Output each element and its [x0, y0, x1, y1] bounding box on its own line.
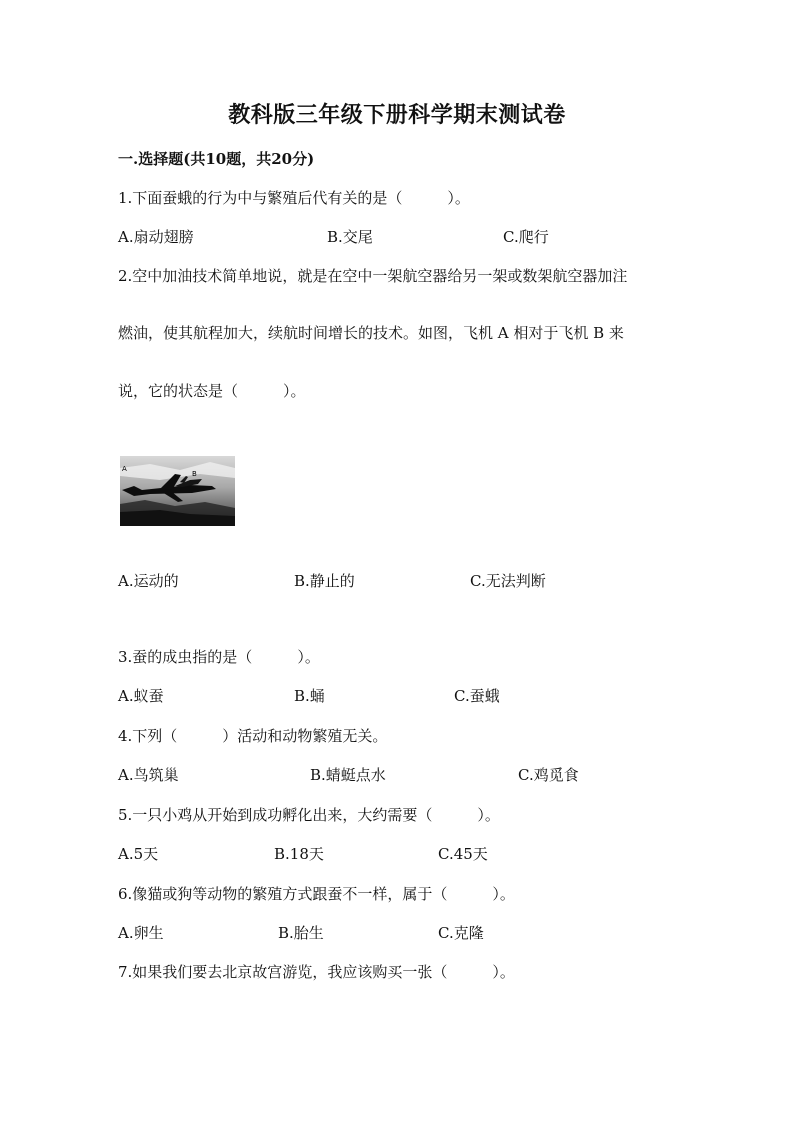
question-6-option-c: C.克隆	[438, 924, 484, 942]
question-6-option-a: A.卵生	[118, 924, 164, 942]
question-2-line-2: 燃油，使其航程加大，续航时间增长的技术。如图，飞机 A 相对于飞机 B 来	[118, 324, 624, 342]
aircraft-a-label: A	[122, 465, 127, 473]
question-7-text: 7.如果我们要去北京故宫游览，我应该购买一张（ ）。	[118, 963, 515, 981]
question-1-option-a: A.扇动翅膀	[118, 228, 194, 246]
question-3-option-a: A.蚁蚕	[118, 687, 164, 705]
question-4-option-c: C.鸡觅食	[518, 766, 579, 784]
question-5-option-a: A.5天	[118, 845, 159, 863]
question-1-text: 1.下面蚕蛾的行为中与繁殖后代有关的是（ ）。	[118, 189, 470, 207]
question-6-text: 6.像猫或狗等动物的繁殖方式跟蚕不一样，属于（ ）。	[118, 885, 515, 903]
question-4-text: 4.下列（ ）活动和动物繁殖无关。	[118, 727, 388, 745]
question-3-text: 3.蚕的成虫指的是（ ）。	[118, 648, 320, 666]
question-3-option-c: C.蚕蛾	[454, 687, 500, 705]
question-2-option-c: C.无法判断	[470, 572, 546, 590]
question-2-line-3: 说，它的状态是（ ）。	[118, 382, 306, 400]
question-1-option-b: B.交尾	[327, 228, 373, 246]
question-4-option-a: A.鸟筑巢	[118, 766, 179, 784]
question-5-option-b: B.18天	[274, 845, 324, 863]
question-5-text: 5.一只小鸡从开始到成功孵化出来，大约需要（ ）。	[118, 806, 500, 824]
refueling-aircraft-photo	[120, 456, 235, 526]
question-4-option-b: B.蜻蜓点水	[310, 766, 386, 784]
question-6-option-b: B.胎生	[278, 924, 324, 942]
question-2-line-1: 2.空中加油技术简单地说，就是在空中一架航空器给另一架或数架航空器加注	[118, 267, 628, 285]
question-5-option-c: C.45天	[438, 845, 488, 863]
aircraft-b-label: B	[192, 470, 197, 478]
question-2-option-a: A.运动的	[118, 572, 179, 590]
section-heading: 一.选择题(共10题，共20分)	[118, 150, 315, 168]
question-2-option-b: B.静止的	[294, 572, 355, 590]
question-1-option-c: C.爬行	[503, 228, 549, 246]
exam-title: 教科版三年级下册科学期末测试卷	[228, 102, 566, 128]
question-3-option-b: B.蛹	[294, 687, 325, 705]
